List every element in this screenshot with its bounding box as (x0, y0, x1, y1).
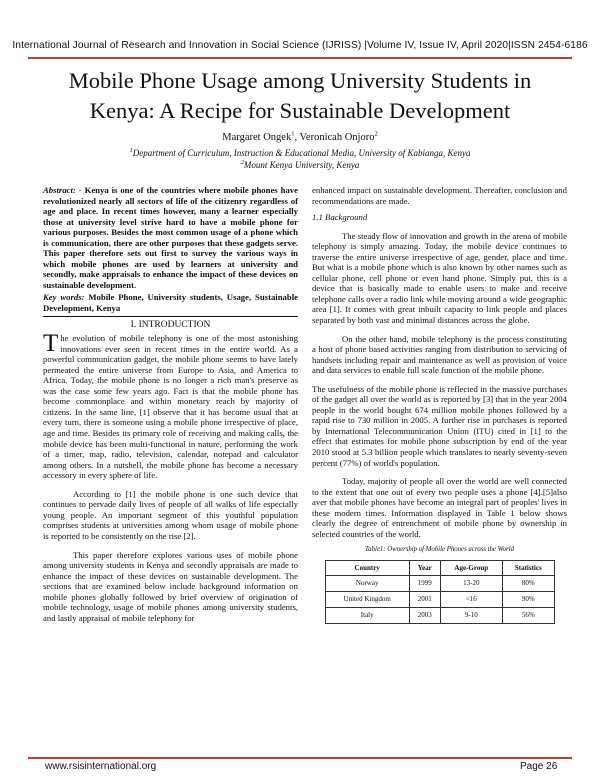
footer-website-link[interactable]: www.rsisinternational.org (45, 761, 157, 772)
ownership-table (325, 560, 555, 624)
table-cell: 1999 (409, 575, 440, 591)
affiliation-1: $^1$Department of Curriculum, Instruction & Educational Media, University of Kabianga, Kenya (129, 147, 471, 158)
table-caption: Table1: Ownership of Mobile Phones across the World (365, 546, 514, 554)
table-row (325, 607, 554, 623)
section-heading-introduction: I. INTRODUCTION (130, 319, 211, 330)
intro-paragraph-1: The evolution of mobile telephony is one of the most astonishing innovations ever seen in recent times in the entire world. As a powerful communication gadget, the mobile phone seems to have lately permeated the entire universe from Europe to Asia, and America to Africa. Today, the mobile phone is no longer a rich man's preserve as was the case some few years ago. Fact is that the mobile phone has become commonplace and within monetary reach by majority of citizens. In the same line, [1] observe that it has become usual that at every turn, there is someone using a mobile phone irrespective of place, age and time. Besides its primary role of receiving and making calls, the mobile device has been multi-functional in nature, performing the work of a timer, map, radio, television, calendar, notepad and calculator among others. In a nutshell, the mobile phone has become a necessary accessory in every sphere of life. (43, 330, 298, 481)
table-cell: Norway (325, 575, 409, 591)
title-line-2: Kenya: A Recipe for Sustainable Development (89, 98, 511, 123)
author-1: Margaret Ongek (222, 132, 292, 143)
background-paragraph-2: On the other hand, mobile telephony is the process constituting a host of phone based activities ranging from distribution to servicing of handsets including repair and maintenance as well as provision of voice and data services to enable full scale function of the mobile phone. (312, 333, 567, 376)
author-2: , Veronicah Onjoro (294, 132, 375, 143)
journal-header: International Journal of Research and Innovation in Social Science (IJRISS) |Volume IV, Issue IV, April 2020|ISSN 2454-6186 (12, 40, 588, 51)
footer-page-number: Page 26 (520, 761, 558, 772)
table-cell: <16 (440, 591, 503, 607)
table-cell: United Kingdom (325, 591, 409, 607)
table-header-cell: Country (325, 560, 409, 575)
abstract-label: Abstract: - (43, 185, 82, 195)
paper-title (30, 66, 570, 126)
background-paragraph-4: Today, majority of people all over the world are well connected to the extent that one out of every two people uses a phone [4].[5]also aver that mobile phones have become an integral part of peoples' lives in these modern times. Information displayed in Table 1 below shows clearly the degree of entrenchment of mobile phone by ownership in selected countries of the world. (312, 476, 567, 539)
table-header-cell: Statistics (503, 560, 554, 575)
table-cell: 90% (503, 591, 554, 607)
abstract-text: Kenya is one of the countries where mobile phones have revolutionized nearly all sectors of life of the citizenry regardless of age and place. In recent times however, many a learner especially those at university level strive hard to have a mobile phone for various purposes. Besides the most common usage of a phone which is communication, there are other purposes that these gadgets serve. This paper therefore sets out first to survey the various ways in which mobile phones are used by learners at university and secondly, make appraisals to enhance the impact of these devices on sustainable development. (43, 185, 298, 290)
table-cell: 2001 (409, 591, 440, 607)
background-paragraph-3: The usefulness of the mobile phone is reflected in the massive purchases of the gadget all over the world as is reported by [3] that in the year 2004 people in the world bought 674 million mobile phones followed by a rapid rise to 730 million in 2005. A further rise in purchases is reported by International Telecommunication Union (ITU) cited in [1] to the effect that estimates for mobile phone subscription by end of the year 2010 stood at 5.3 billion people which translates to nearly seventy-seven percent (77%) of world's population. (312, 383, 567, 468)
background-paragraph-1: The steady flow of innovation and growth in the arena of mobile telephony is simply amazing. Today, the mobile device continues to traverse the entire universe irrespective of age, gender, place and time. But what is a mobile phone which is also known by other names such as cellular phone, cell phone or even hand phone. Simply put, this is a device that is basically made to enable users to make and receive telephone calls over a radio link while moving around a wide geographic area [1]. It comes with great inbuilt capacity to link people and places separated by both vast and minimal distances across the globe. (312, 230, 567, 326)
keywords-label: Key words: (43, 292, 85, 303)
table-cell: Italy (325, 607, 409, 623)
table-row (325, 575, 554, 591)
keywords-text: Mobile Phone, University students, Usage, Sustainable Development, Kenya (43, 292, 298, 314)
left-column (43, 185, 298, 623)
table-cell: 56% (503, 607, 554, 623)
footer-rule (28, 757, 572, 759)
affiliation-2: $^2$Mount Kenya University, Kenya (240, 159, 360, 170)
intro-continuation: enhanced impact on sustainable development. Thereafter, conclusion and recommendations are made. (312, 185, 567, 206)
abstract-divider (43, 316, 298, 317)
table-cell: 80% (503, 575, 554, 591)
table-row (325, 591, 554, 607)
keywords (43, 292, 298, 313)
table-cell: 9-10 (440, 607, 503, 623)
author-2-sup: 2 (374, 130, 378, 138)
intro-paragraph-2: According to [1] the mobile phone is one such device that continues to pervade daily lives of people of all walks of life especially young people. An important segment of this youthful population comprises students at universities among whom usage of mobile phone is reported to be consistently on the rise [2]. (43, 488, 298, 541)
title-line-1: Mobile Phone Usage among University Students in (68, 68, 532, 93)
table-cell: 13-20 (440, 575, 503, 591)
table-header-row (325, 560, 554, 575)
table-header-cell: Year (409, 560, 440, 575)
right-column (312, 185, 567, 624)
subsection-heading-background: 1.1 Background (312, 212, 368, 223)
intro-paragraph-3: This paper therefore explores various uses of mobile phone among university students in Kenya and secondly appraisals are made to enhance the impact of these devices on sustainable development. The sections that are examined below include background information on mobile phones globally followed by brief overview of origination of mobile technology, usage of mobile phones among university students, and lastly appraisal of mobile telephony for (43, 549, 298, 623)
header-rule (28, 57, 572, 59)
authors (0, 132, 600, 143)
table-cell: 2003 (409, 607, 440, 623)
abstract (43, 185, 298, 290)
author-1-sup: 1 (291, 130, 295, 138)
table-header-cell: Age-Group (440, 560, 503, 575)
drop-cap: T (43, 330, 59, 358)
